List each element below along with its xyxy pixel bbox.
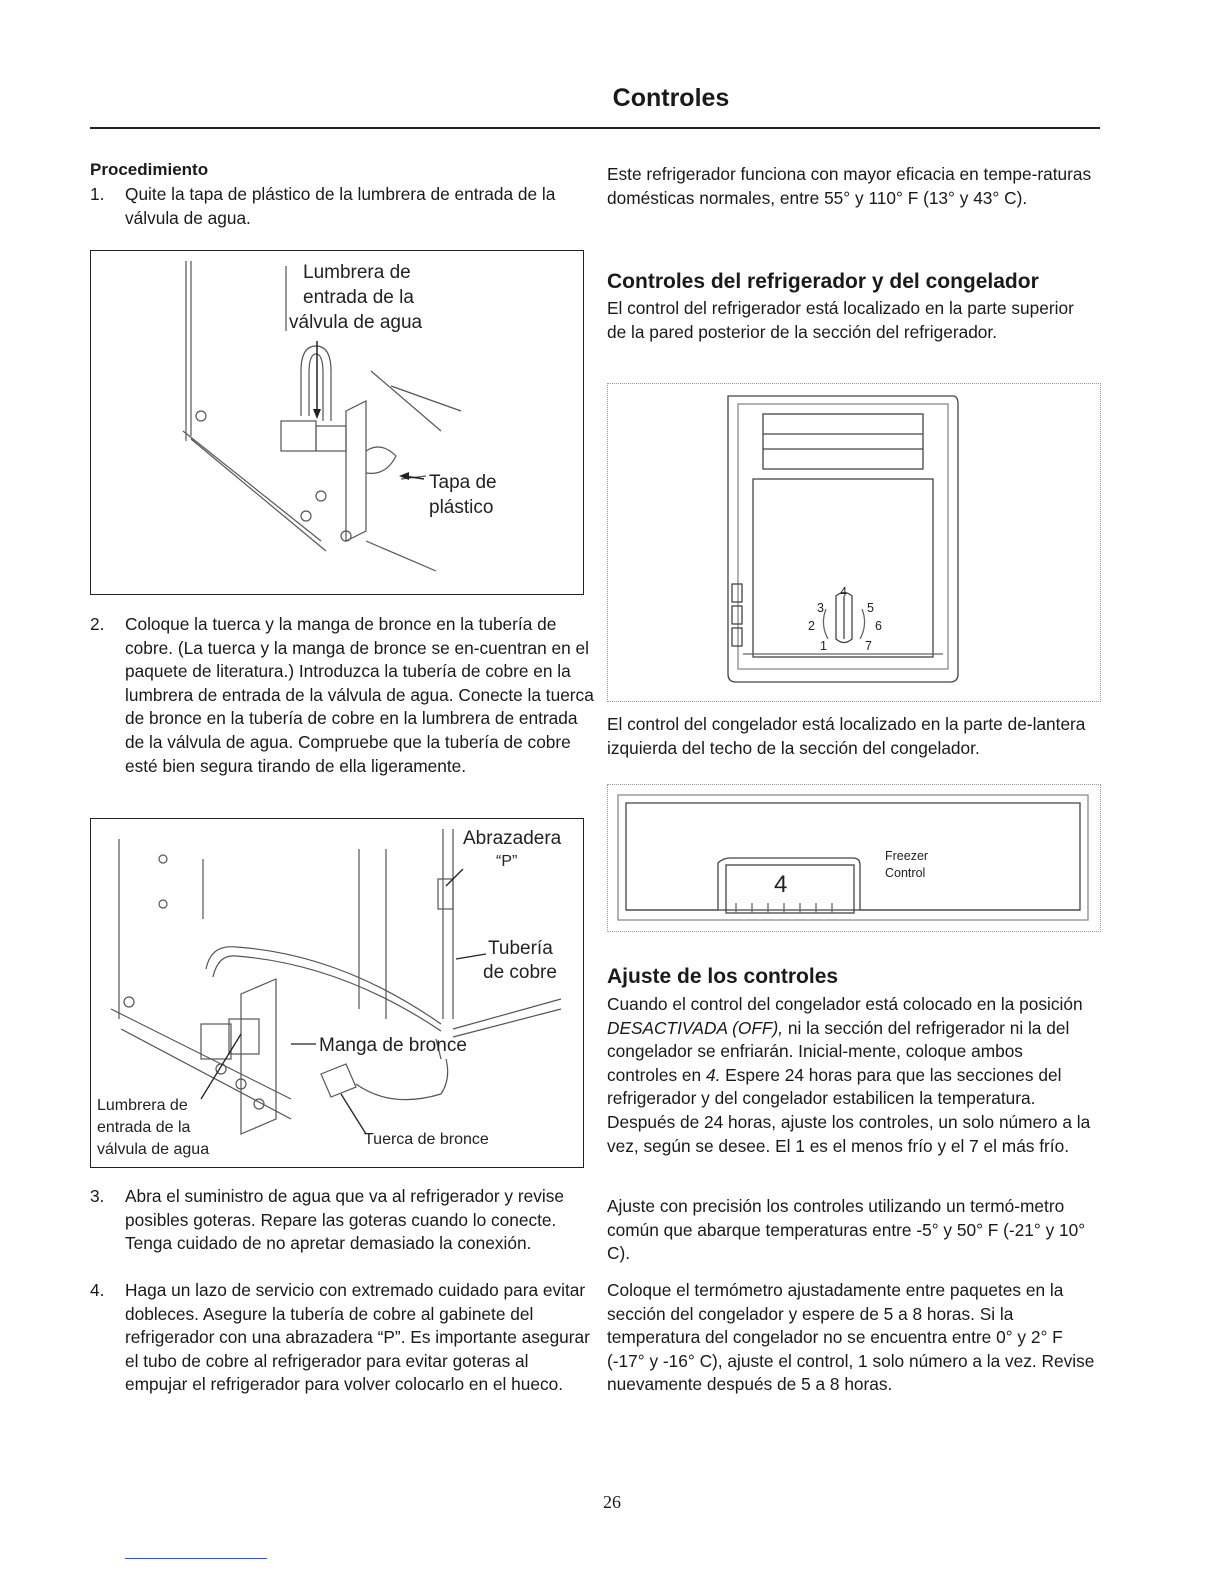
- step-2-text: Coloque la tuerca y la manga de bronce en la tubería de cobre. (La tuerca y la manga de bronce se en-cuentran en el paquete de literatura.) Introduzca la tubería de cobre en la lumbrera de entrada de la válvula de agua. Conecte la tuerca de bronce en la tubería de cobre en la lumbrera de entrada de la válvula de agua. Compruebe que la tubería de cobre esté bien segura tirando de ella ligeramente.: [125, 614, 594, 776]
- intro-text: Este refrigerador funciona con mayor eficacia en tempe-raturas domésticas normales, entre 55° y 110° F (13° y 43° C).: [607, 164, 1092, 208]
- step-1-number: 1.: [90, 184, 105, 204]
- adjust-p1-part-b: ni la sección del refrigerador ni la del congelador se enfriarán. Inicial-mente, coloque ambos controles en: [607, 1017, 1070, 1085]
- section-adjust-paragraph-2: Ajuste con precisión los controles utilizando un termó-metro común que abarque temperaturas entre -5° y 50° F (-21° y 10° C).: [607, 1196, 1086, 1264]
- freezer-control-label-line2: Control: [885, 866, 926, 880]
- adjust-p1-off: DESACTIVADA (OFF),: [607, 1017, 784, 1038]
- fridge-control-drawing: [608, 384, 1100, 701]
- step-4-number: 4.: [90, 1280, 105, 1300]
- fig2-port-label-line2: entrada de la: [97, 1119, 191, 1136]
- section-adjust-paragraph-3: Coloque el termómetro ajustadamente entre paquetes en la sección del congelador y espere de 5 a 8 horas. Si la temperatura del congelador no se encuentra entre 0° y 2° F (-17° y -16° C), ajuste el control, 1 solo número a la vez. Revise nuevamente después de 5 a 8 horas.: [607, 1280, 1095, 1395]
- fig2-nut-label: Tuerca de bronce: [364, 1131, 489, 1148]
- freezer-control-value: 4: [774, 871, 788, 898]
- fig1-port-label-line1: Lumbrera de: [303, 262, 411, 283]
- step-4-text: Haga un lazo de servicio con extremado cuidado para evitar dobleces. Asegure la tubería de cobre al gabinete del refrigerador con una abrazadera “P”. Es importante asegurar el tubo de cobre al refrigerador para evitar goteras al empujar el refrigerador para volver colocarlo en el hueco.: [125, 1280, 590, 1395]
- adjust-p1-part-c: Espere 24 horas para que las secciones del refrigerador y del congelador estabilicen la temperatura. Después de 24 horas, ajuste los controles, un solo número a la vez, según se desee. El 1 es el menos frío y el 7 el más frío.: [607, 1064, 1091, 1156]
- freezer-control-label-line1: Freezer: [885, 849, 929, 863]
- figure-freezer-control: [607, 784, 1101, 932]
- section-controls-title: Controles del refrigerador y del congelador: [607, 270, 1039, 293]
- figure-fridge-control: [607, 383, 1101, 702]
- fig2-tube-label-line1: Tubería: [488, 938, 553, 959]
- step-3-number: 3.: [90, 1186, 105, 1206]
- fridge-dial-1: 1: [820, 639, 827, 653]
- fridge-dial-7: 7: [865, 639, 872, 653]
- footer-line: [125, 1558, 267, 1559]
- fig2-clamp-label-line2: “P”: [496, 853, 518, 870]
- fridge-dial-3: 3: [817, 601, 824, 615]
- fig1-port-label-line2: entrada de la: [303, 287, 414, 308]
- figure-copper-tube: [90, 818, 584, 1168]
- step-1-text: Quite la tapa de plástico de la lumbrera de entrada de la válvula de agua.: [125, 184, 556, 228]
- fig2-port-label-line1: Lumbrera de: [97, 1097, 188, 1114]
- section-controls-text: El control del refrigerador está localizado en la parte superior de la pared posterior de la sección del refrigerador.: [607, 298, 1074, 342]
- title-rule: [90, 127, 1100, 129]
- section-adjust-paragraph-1: [607, 993, 1097, 1158]
- fig2-port-label-line3: válvula de agua: [97, 1141, 210, 1158]
- section-adjust-title: Ajuste de los controles: [607, 965, 839, 988]
- fig2-sleeve-label: Manga de bronce: [319, 1035, 467, 1056]
- fridge-dial-6: 6: [875, 619, 882, 633]
- step-2-number: 2.: [90, 614, 105, 634]
- procedure-heading: Procedimiento: [90, 160, 209, 179]
- fig1-cap-label-line2: plástico: [429, 497, 494, 518]
- freezer-control-drawing: [608, 785, 1100, 931]
- fridge-dial-5: 5: [867, 601, 874, 615]
- fig1-port-label-line3: válvula de agua: [289, 312, 423, 333]
- fridge-dial-2: 2: [808, 619, 815, 633]
- page-number: 26: [603, 1492, 621, 1512]
- step-3-text: Abra el suministro de agua que va al refrigerador y revise posibles goteras. Repare las goteras cuando lo conecte. Tenga cuidado de no apretar demasiado la conexión.: [125, 1186, 564, 1254]
- fig1-cap-label-line1: Tapa de: [429, 472, 497, 493]
- fridge-dial-4: 4: [840, 585, 847, 599]
- adjust-p1-four: 4.: [705, 1064, 721, 1085]
- page-title: Controles: [612, 84, 730, 112]
- fig2-tube-label-line2: de cobre: [483, 962, 557, 983]
- adjust-p1-part-a: Cuando el control del congelador está colocado en la posición: [607, 994, 1083, 1014]
- fig2-clamp-label-line1: Abrazadera: [463, 828, 562, 849]
- figure-valve-port: [90, 250, 584, 595]
- freezer-location-text: El control del congelador está localizado en la parte de-lantera izquierda del techo de la sección del congelador.: [607, 714, 1086, 758]
